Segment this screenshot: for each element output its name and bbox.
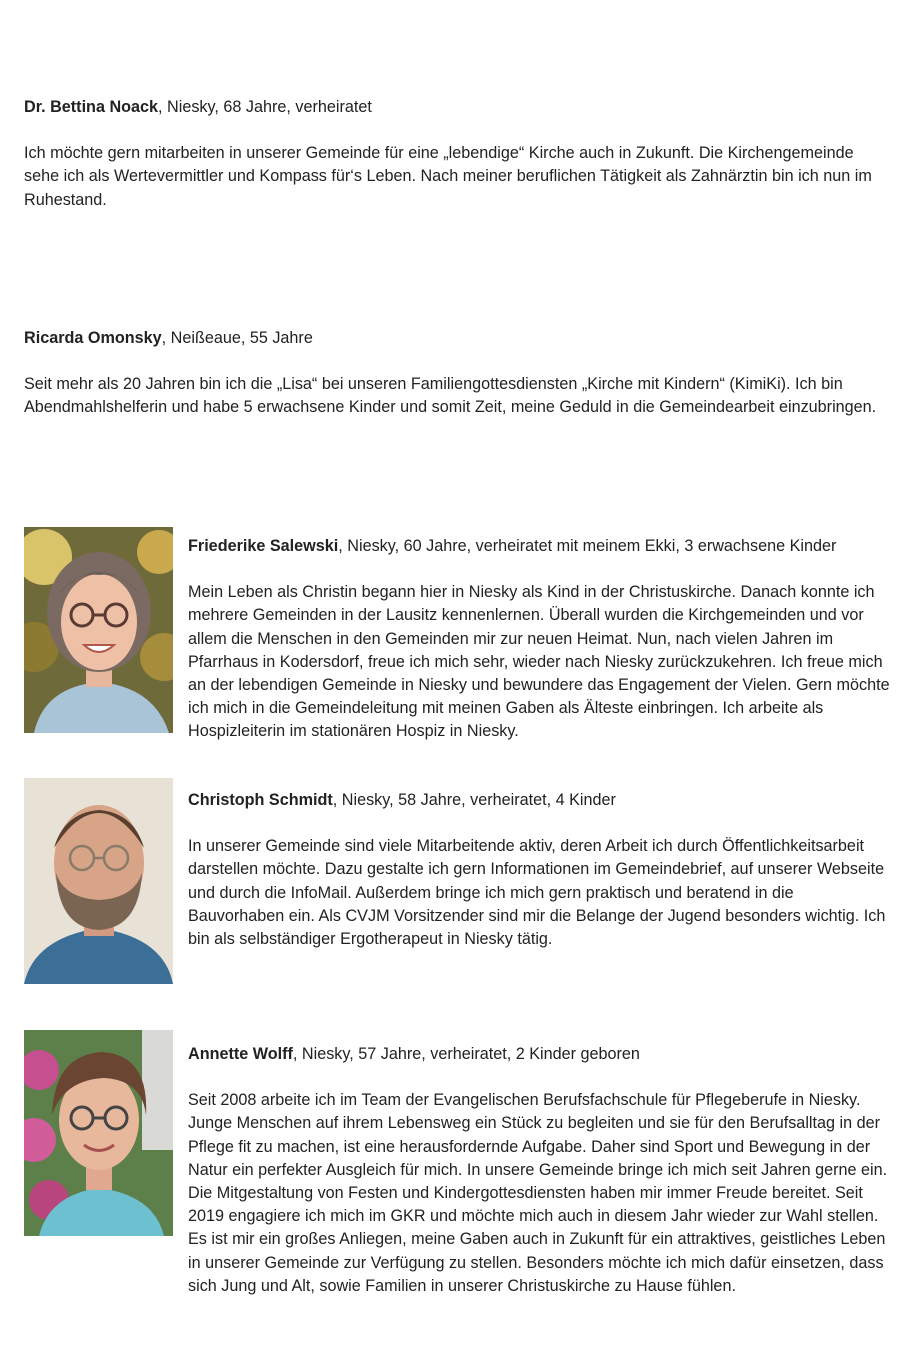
- candidate-heading: [24, 96, 889, 119]
- candidate-name: Friederike Salewski: [188, 537, 339, 555]
- candidate-name: Dr. Bettina Noack: [24, 98, 159, 116]
- candidate-bio: In unserer Gemeinde sind viele Mitarbeitende aktiv, deren Arbeit ich durch Öffentlichkeitsarbeit darstellen möchte. Dazu gestalte ich gern Informationen im Gemeindebrief, auf unserer Webseite und durch die InfoMail. Außerdem bringe ich mich gern praktisch und beratend in die Bauvorhaben ein. Als CVJM Vorsitzender sind mir die Belange der Jugend besonders wichtig. Ich bin als selbständiger Ergotherapeut in Niesky tätig.: [188, 837, 886, 949]
- candidate-photo-salewski: [24, 527, 173, 733]
- candidate-bio: Seit mehr als 20 Jahren bin ich die „Lisa“ bei unseren Familiengottesdiensten „Kirche mit Kindern“ (KimiKi). Ich bin Abendmahlshelferin und habe 5 erwachsene Kinder und somit Zeit, meine Geduld in die Gemeindearbeit einzubringen.: [24, 375, 877, 417]
- portrait-woman-gray-hair-glasses: [24, 527, 173, 733]
- candidate-noack: [24, 96, 889, 212]
- candidate-omonsky: [24, 327, 889, 420]
- candidate-details: , Niesky, 58 Jahre, verheiratet, 4 Kinder: [332, 791, 616, 809]
- candidate-bio: Seit 2008 arbeite ich im Team der Evangelischen Berufsfachschule für Pflegeberufe in Niesky. Junge Menschen auf ihrem Lebensweg ein Stück zu begleiten und sie für den Berufsalltag in der Pflege fit zu machen, ist eine herausfordernde Aufgabe. Daher sind Sport und Bewegung in der Natur ein perfekter Ausgleich für mich. In unsere Gemeinde bringe ich mich seit Jahren gerne ein. Die Mitgestaltung von Festen und Kindergottesdiensten haben mir immer Freude bereitet. Seit 2019 engagiere ich mich im GKR und möchte mich auch in diesem Jahr wieder zur Wahl stellen. Es ist mir ein großes Anliegen, meine Gaben auch in Zukunft für ein attraktives, geistliches Leben in unserer Gemeinde zur Verfügung zu stellen. Besonders möchte ich mich dafür einsetzen, dass sich Jung und Alt, sowie Familien in unserer Christuskirche zu Hause fühlen.: [188, 1091, 888, 1295]
- candidate-salewski: [188, 535, 893, 744]
- candidate-name: Annette Wolff: [188, 1045, 293, 1063]
- candidate-details: , Neißeaue, 55 Jahre: [161, 329, 313, 347]
- candidate-heading: [188, 535, 893, 558]
- candidate-name: Christoph Schmidt: [188, 791, 333, 809]
- portrait-man-beard-glasses: [24, 778, 173, 984]
- candidate-wolff: [188, 1043, 893, 1298]
- candidate-heading: [188, 789, 893, 812]
- candidate-details: , Niesky, 60 Jahre, verheiratet mit meinem Ekki, 3 erwachsene Kinder: [338, 537, 837, 555]
- candidate-name: Ricarda Omonsky: [24, 329, 162, 347]
- candidate-details: , Niesky, 57 Jahre, verheiratet, 2 Kinder geboren: [292, 1045, 640, 1063]
- candidate-photo-wolff: [24, 1030, 173, 1236]
- candidate-details: , Niesky, 68 Jahre, verheiratet: [158, 98, 372, 116]
- candidate-bio: Ich möchte gern mitarbeiten in unserer Gemeinde für eine „lebendige“ Kirche auch in Zukunft. Die Kirchengemeinde sehe ich als Wertevermittler und Kompass für‘s Leben. Nach meiner beruflichen Tätigkeit als Zahnärztin bin ich nun im Ruhestand.: [24, 144, 872, 209]
- candidate-photo-schmidt: [24, 778, 173, 984]
- candidate-bio: Mein Leben als Christin begann hier in Niesky als Kind in der Christuskirche. Danach konnte ich mehrere Gemeinden in der Lausitz kennenlernen. Überall wurden die Kirchgemeinden und vor allem die Menschen in den Gemeinden mir zur neuen Heimat. Nun, nach vielen Jahren im Pfarrhaus in Kodersdorf, freue ich mich sehr, wieder nach Niesky zurückzukehren. Ich freue mich an der lebendigen Gemeinde in Niesky und bewundere das Engagement der Vielen. Gern möchte ich mich in die Gemeindeleitung mit meinen Gaben als Älteste einbringen. Ich arbeite als Hospizleiterin im stationären Hospiz in Niesky.: [188, 583, 890, 741]
- portrait-woman-short-hair-glasses: [24, 1030, 173, 1236]
- candidate-heading: [24, 327, 889, 350]
- candidate-heading: [188, 1043, 893, 1066]
- candidate-schmidt: [188, 789, 893, 951]
